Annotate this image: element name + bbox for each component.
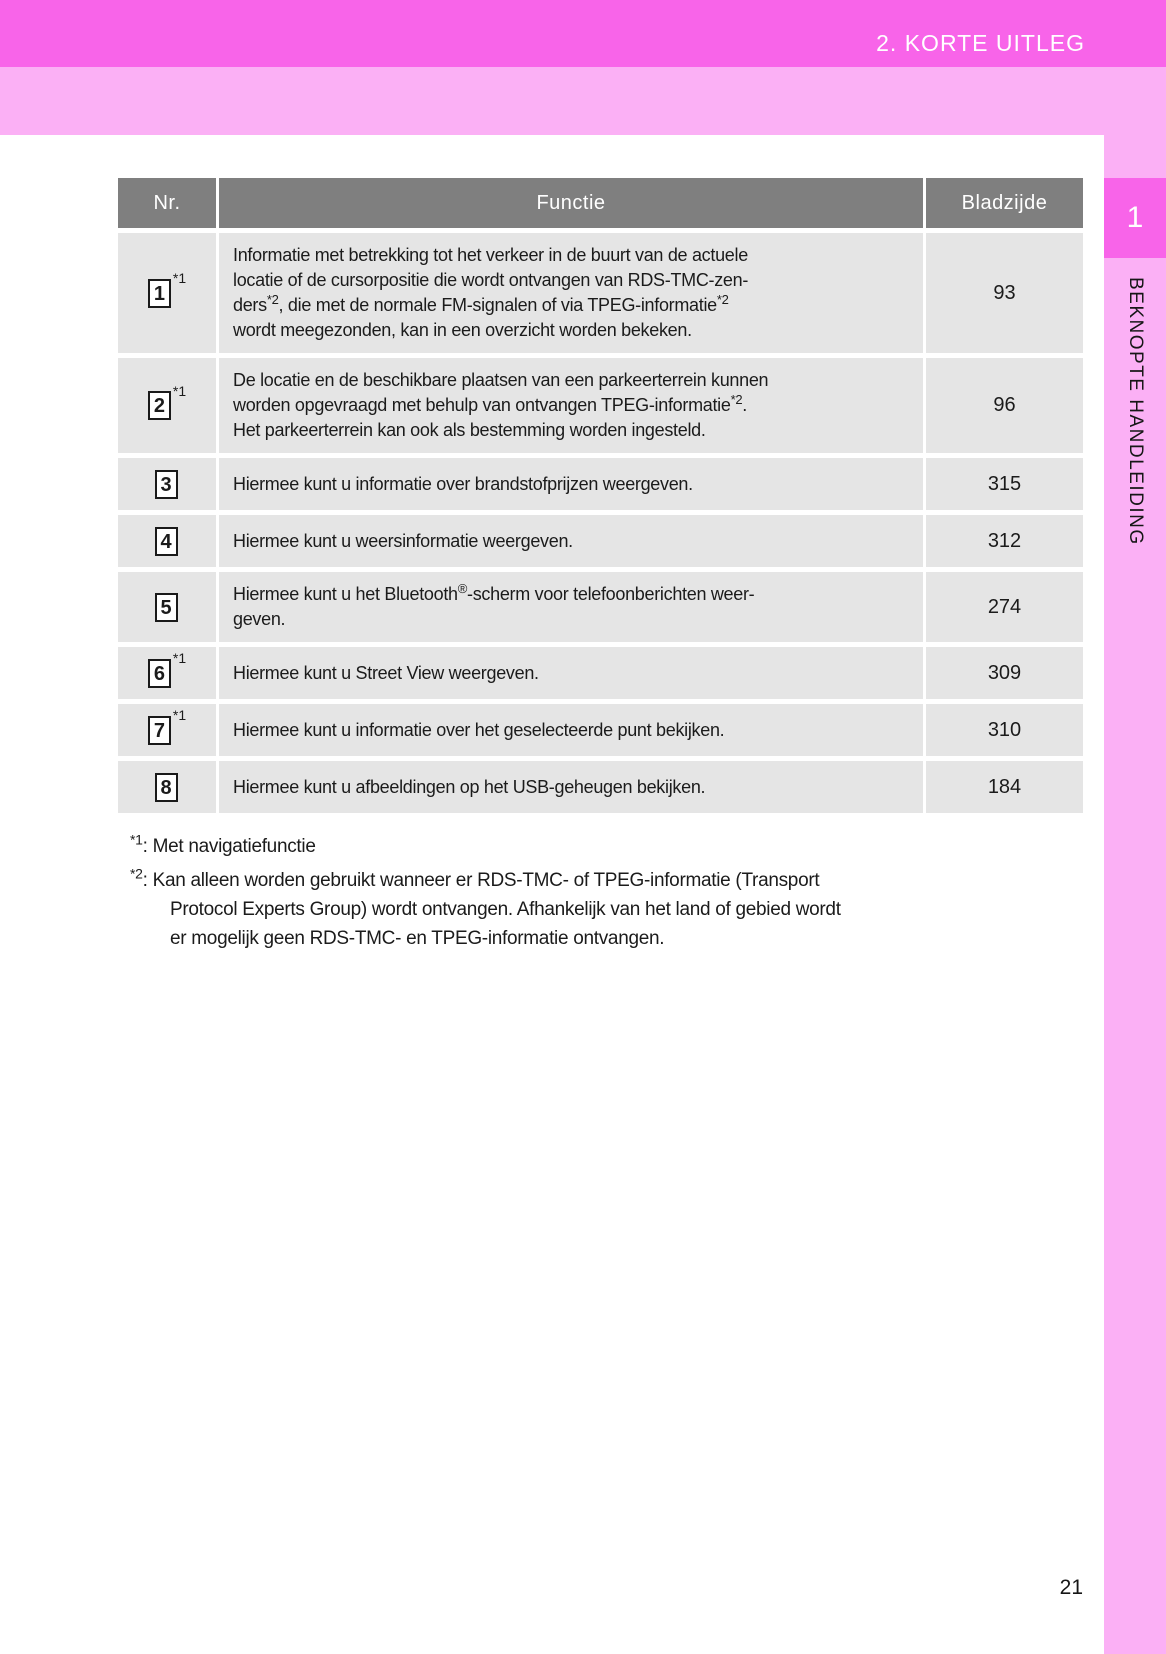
main-content <box>115 173 1090 953</box>
page-reference: 309 <box>926 647 1083 699</box>
table-row <box>118 761 1083 813</box>
item-number-box: 5 <box>155 593 178 622</box>
table-row <box>118 233 1083 353</box>
footnote-item: $^{*2}$: Kan alleen worden gebruikt wanneer er RDS-TMC- of TPEG-informatie (Transport Protocol Experts Group) wordt ontvangen. Afhankelijk van het land of gebied wordt er mogelijk geen RDS-TMC- en TPEG-informatie ontvangen. <box>130 865 841 949</box>
item-number-cell <box>118 572 216 642</box>
item-number-box: 3 <box>155 470 178 499</box>
item-number-cell <box>118 647 216 699</box>
function-description: Hiermee kunt u weersinformatie weergeven. <box>219 515 923 567</box>
page-reference: 96 <box>926 358 1083 453</box>
page-reference: 310 <box>926 704 1083 756</box>
header-title: 2. KORTE UITLEG <box>876 30 1085 56</box>
table-row <box>118 358 1083 453</box>
footnote-ref-marker: *1 <box>172 707 187 724</box>
item-number-cell <box>118 761 216 813</box>
table-row <box>118 515 1083 567</box>
item-number-box: 4 <box>155 527 178 556</box>
table-header-row <box>118 178 1083 228</box>
footnote-ref-marker: *1 <box>172 650 187 667</box>
sidebar <box>1104 135 1166 1654</box>
chapter-tab: 1 <box>1104 178 1166 258</box>
table-row <box>118 704 1083 756</box>
page-reference: 315 <box>926 458 1083 510</box>
page-reference: 184 <box>926 761 1083 813</box>
item-number-cell <box>118 358 216 453</box>
function-description: De locatie en de beschikbare plaatsen van een parkeerterrein kunnen worden opgevraagd met behulp van ontvangen TPEG-informatie$^{*2}$. Het parkeerterrein kan ook als bestemming worden ingesteld. <box>219 358 923 453</box>
item-number-cell <box>118 458 216 510</box>
item-number-cell <box>118 704 216 756</box>
column-header-bladzijde: Bladzijde <box>926 178 1083 228</box>
column-header-nr: Nr. <box>118 178 216 228</box>
column-header-functie: Functie <box>219 178 923 228</box>
item-number-cell <box>118 233 216 353</box>
table-row <box>118 647 1083 699</box>
item-number-box: 7 <box>148 716 171 745</box>
item-number-cell <box>118 515 216 567</box>
footnote-ref-marker: *1 <box>172 382 187 399</box>
footnote-ref-marker: *1 <box>172 270 187 287</box>
page-reference: 312 <box>926 515 1083 567</box>
item-number-box: 2 <box>148 391 171 420</box>
page-number: 21 <box>1059 1576 1083 1599</box>
table-row <box>118 572 1083 642</box>
item-number-box: 8 <box>155 773 178 802</box>
function-description: Hiermee kunt u het Bluetooth®-scherm voor telefoonberichten weer- geven. <box>219 572 923 642</box>
chapter-label: BEKNOPTE HANDLEIDING <box>1125 277 1146 546</box>
footnotes <box>130 832 1065 953</box>
function-description: Hiermee kunt u informatie over het geselecteerde punt bekijken. <box>219 704 923 756</box>
function-description: Hiermee kunt u afbeeldingen op het USB-geheugen bekijken. <box>219 761 923 813</box>
page-reference: 93 <box>926 233 1083 353</box>
function-table <box>115 173 1086 818</box>
function-description: Hiermee kunt u Street View weergeven. <box>219 647 923 699</box>
table-row <box>118 458 1083 510</box>
footnote-item: $^{*1}$: Met navigatiefunctie <box>130 831 316 857</box>
page-reference: 274 <box>926 572 1083 642</box>
header-band <box>0 0 1166 67</box>
function-description: Hiermee kunt u informatie over brandstofprijzen weergeven. <box>219 458 923 510</box>
function-description: Informatie met betrekking tot het verkeer in de buurt van de actuele locatie of de cursorpositie die wordt ontvangen van RDS-TMC-zen- ders$^{*2}$, die met de normale FM-signalen of via TPEG-informatie$^{*2}$ wordt meegezonden, kan in een overzicht worden bekeken. <box>219 233 923 353</box>
item-number-box: 1 <box>148 279 171 308</box>
subheader-band <box>0 67 1166 135</box>
item-number-box: 6 <box>148 659 171 688</box>
